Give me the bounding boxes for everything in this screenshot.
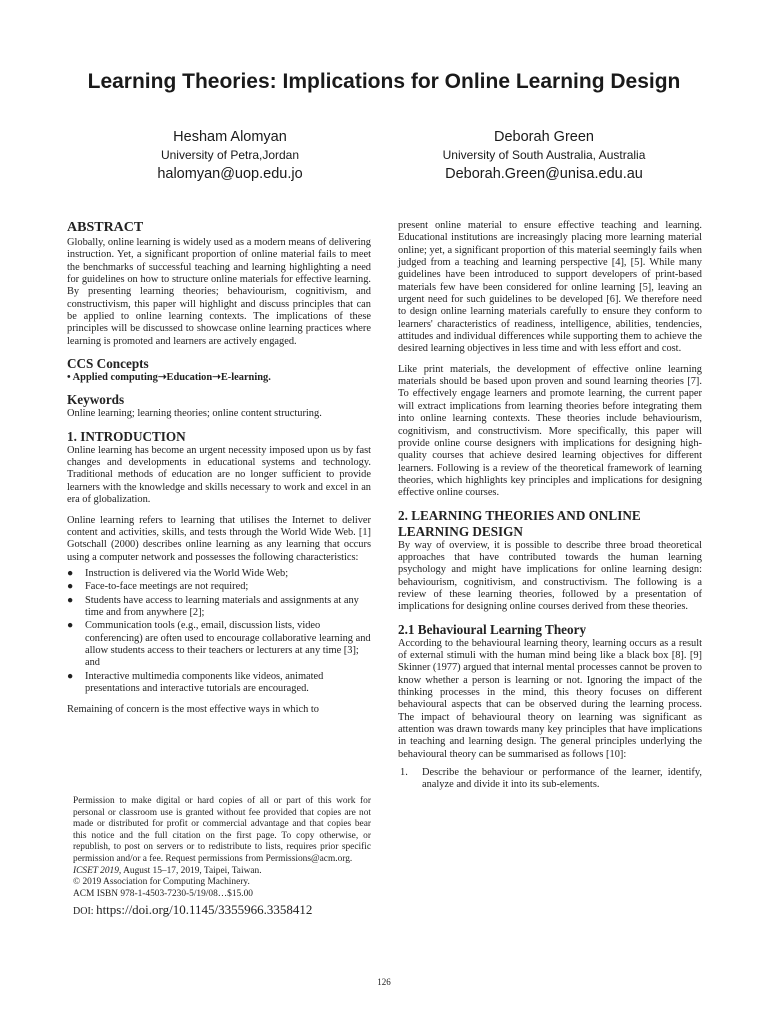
permission-text: Permission to make digital or hard copies of all or part of this work for personal or classroom use is granted without fee provided that copies are not made or distributed for profit or commercial advantage and that copies bear this notice and the full citation on the first page. To copy otherwise, or republish, to post on servers or to redistribute to lists, requires prior specific permission and/or a fee. Request permissions from Permissions@acm.org. [73, 796, 371, 864]
bullet-icon: ● [67, 620, 74, 632]
ccs-heading: CCS Concepts [67, 356, 149, 372]
author-email: halomyan@uop.edu.jo [157, 166, 303, 182]
principles-list [398, 767, 702, 792]
intro-paragraph-3: Remaining of concern is the most effective ways in which to [67, 704, 320, 716]
abstract-text: Globally, online learning is widely used as a modern means of delivering instruction. Yet, a significant proportion of online material fails to meet the benchmarks of successful teaching and learning highlighting a need for guidelines on how to structure online materials for effective learning. By presenting learning theories; behaviourism, cognitivism, and constructivism, this paper will highlight and discuss principles that can be applied to online learning contexts. The implications of these principles will be discussed to showcase online learning practices where learning is promoted and learners are actively engaged. [67, 237, 371, 347]
doi-label: DOI: [73, 906, 97, 918]
keywords-heading: Keywords [67, 392, 125, 408]
list-item: ● Students have access to learning materials and assignments at any time and from anywhere [2]; [67, 594, 359, 618]
section-2-paragraph: By way of overview, it is possible to describe three broad theoretical approaches that have contributed towards the human learning psychology and might have implications for online learning design: behaviourism, cognitivism, and constructivism. The following is a review of these learning theories, followed by a presentation of implications for designing online courses derived from these theories. [398, 539, 702, 613]
author-affiliation: University of South Australia, Australia [442, 148, 646, 162]
intro-paragraph-4: Like print materials, the development of effective online learning materials should be based upon proven and sound learning theories [7]. To effectively engage learners and promote learning, the current paper will extract implications from learning theories before integrating them into online learning contexts. These theories include behaviourism, cognitivism, and constructivism. More specifically, this paper will provide online course designers with implications for designing high-quality courses that achieve desired learning objectives for different learners. Following is a review of the theoretical framework of learning theories, which highlights key principles and implications for designing effective online courses. [398, 363, 702, 499]
list-item: ● Interactive multimedia components like videos, animated presentations and interactive tutorials are encouraged. [67, 670, 324, 694]
abstract-heading: ABSTRACT [67, 220, 144, 235]
ccs-text: • Applied computing➝Education➝E-learning. [67, 372, 271, 384]
list-item: ● Communication tools (e.g., email, discussion lists, video conferencing) are often used to encourage collaborative learning and allow students access to their teachers or lecturers at any time [3]; and [67, 620, 371, 669]
conference-details: August 15–17, 2019, Taipei, Taiwan. [121, 865, 262, 876]
intro-paragraph-1: Online learning has become an urgent necessity imposed upon us by fast changes and developments in educational systems and technology. Traditional methods of education are no longer sufficient to provide learners with the knowledge and skills necessary to work and excel in an era of globalization. [67, 444, 371, 506]
isbn-line: ACM ISBN 978-1-4503-7230-5/19/08…$15.00 [73, 888, 253, 899]
doi-line [73, 902, 371, 920]
author-block-2 [384, 127, 704, 184]
right-column [398, 220, 702, 792]
bullet-icon: ● [67, 581, 74, 593]
author-affiliation: University of Petra,Jordan [160, 148, 300, 162]
permission-notice [73, 796, 371, 920]
section-2-heading: 2. LEARNING THEORIES AND ONLINE LEARNING DESIGN [398, 507, 641, 539]
author-name: Hesham Alomyan [173, 129, 287, 145]
conference-name: ICSET 2019, [73, 865, 122, 876]
paper-title: Learning Theories: Implications for Online Learning Design [87, 70, 681, 93]
intro-paragraph-2: Online learning refers to learning that utilises the Internet to deliver content and activities, skills, and tests through the World Wide Web. [1] Gotschall (2000) describes online learning as any learning that occurs using a computer network and possesses the following characteristics: [67, 514, 371, 563]
list-item: ● Face-to-face meetings are not required; [67, 581, 249, 593]
copyright-line: © 2019 Association for Computing Machinery. [73, 877, 250, 888]
section-2-1-heading: 2.1 Behavioural Learning Theory [398, 621, 587, 637]
characteristics-list [67, 568, 371, 695]
bullet-icon: ● [67, 594, 74, 606]
bullet-icon: ● [67, 567, 74, 579]
section-2-1-paragraph: According to the behavioural learning theory, learning occurs as a result of external stimuli with the human mind being like a black box [8]. [9] Skinner (1977) argued that internal mental processes cannot be proven to know whether a person is learning or not. Ignoring the impact of the thinking processes in the mind, this theory focuses on different behavioural aspects that can be observed during the learning process. The impact of behavioural theory on learning was significant as attention was drawn towards many key principles that have implications in teaching and learning design. The general principles underlying the behavioural theory can be summarised as follows [10]: [398, 637, 702, 760]
keywords-text: Online learning; learning theories; online content structuring. [67, 408, 322, 420]
doi-link[interactable]: https://doi.org/10.1145/3355966.3358412 [96, 902, 313, 918]
left-column [67, 220, 371, 717]
list-item: 1. Describe the behaviour or performance of the learner, identify, analyze and divide it into its sub-elements. [400, 767, 702, 791]
author-name: Deborah Green [494, 129, 594, 145]
intro-paragraph-3-continued: present online material to ensure effective teaching and learning. Educational institutions are increasingly placing more learning material online; yet, a significant proportion of this material seemingly fails when judged from a teaching and learning perspective [4], [5]. While many guidelines have been introduced to support developers of print-based materials few have been considered for online learning [5], leaving an urgent need for such guidelines to be developed [6]. We therefore need to design online learning materials carefully to ensure they conform to learners' characteristics of readiness, intelligence, abilities, tendencies, attitudes and individual differences while supporting them to achieve the desired learning objectives in less time and with less effort and cost. [398, 220, 702, 355]
list-number: 1. [400, 767, 408, 779]
introduction-heading: 1. INTRODUCTION [67, 428, 186, 444]
bullet-icon: ● [67, 670, 74, 682]
list-item: ● Instruction is delivered via the World Wide Web; [67, 567, 289, 579]
author-block-1 [80, 127, 380, 184]
author-email: Deborah.Green@unisa.edu.au [445, 166, 643, 182]
page-number: 126 [377, 977, 391, 987]
